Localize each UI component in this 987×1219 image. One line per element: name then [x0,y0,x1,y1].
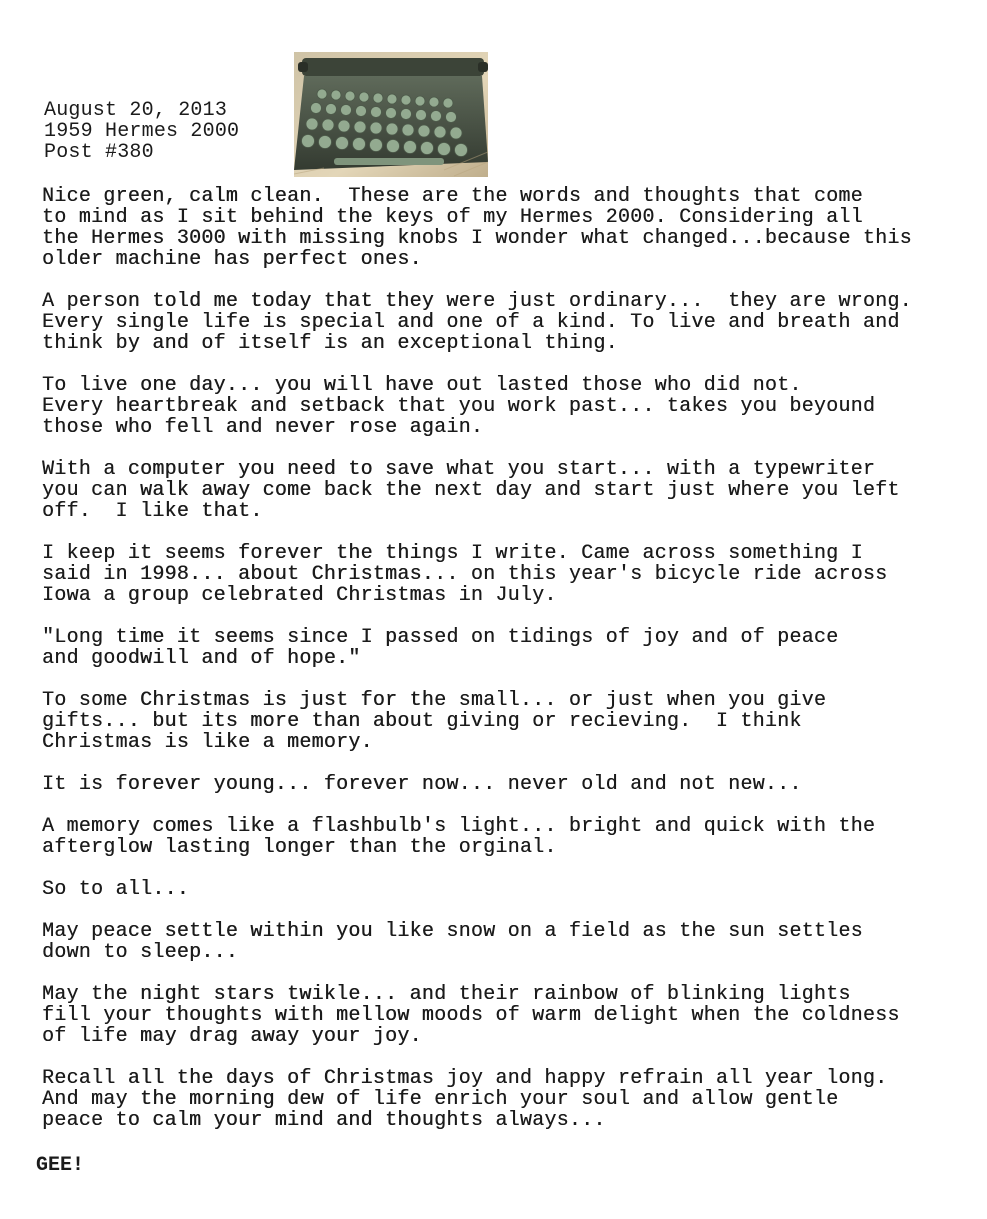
paragraph-3 [42,375,962,438]
text-line: peace to calm your mind and thoughts always... [42,1109,606,1132]
text-line: I keep it seems forever the things I write. Came across something I [42,542,863,565]
text-line: Every heartbreak and setback that you work past... takes you beyound [42,395,876,418]
text-line: Nice green, calm clean. These are the words and thoughts that come [42,185,863,208]
typewriter-icon [294,52,488,177]
post-body [42,186,962,1152]
text-line: gifts... but its more than about giving or recieving. I think [42,710,802,733]
paragraph-10 [42,879,962,900]
text-line: afterglow lasting longer than the orginal. [42,836,557,859]
text-line: and goodwill and of hope." [42,647,361,670]
text-line: off. I like that. [42,500,263,523]
text-line: the Hermes 3000 with missing knobs I wonder what changed...because this [42,227,912,250]
paragraph-1 [42,186,962,270]
text-line: down to sleep... [42,941,239,964]
text-line: to mind as I sit behind the keys of my Hermes 2000. Considering all [42,206,863,229]
paragraph-5 [42,543,962,606]
text-line: So to all... [42,878,190,901]
paragraph-6 [42,627,962,669]
paragraph-9 [42,816,962,858]
paragraph-7 [42,690,962,753]
text-line: A person told me today that they were just ordinary... they are wrong. [42,290,912,313]
paragraph-4 [42,459,962,522]
typewriter-photo [294,52,488,177]
paragraph-8 [42,774,962,795]
text-line: With a computer you need to save what you start... with a typewriter [42,458,876,481]
text-line: "Long time it seems since I passed on tidings of joy and of peace [42,626,839,649]
paragraph-2 [42,291,962,354]
text-line: May peace settle within you like snow on a field as the sun settles [42,920,863,943]
text-line: fill your thoughts with mellow moods of warm delight when the coldness [42,1004,900,1027]
text-line: It is forever young... forever now... never old and not new... [42,773,802,796]
text-line: Christmas is like a memory. [42,731,373,754]
text-line: Recall all the days of Christmas joy and happy refrain all year long. [42,1067,888,1090]
paragraph-12 [42,984,962,1047]
text-line: A memory comes like a flashbulb's light... bright and quick with the [42,815,876,838]
text-line: older machine has perfect ones. [42,248,422,271]
paragraph-13 [42,1068,962,1131]
text-line: To live one day... you will have out lasted those who did not. [42,374,802,397]
text-line: And may the morning dew of life enrich your soul and allow gentle [42,1088,839,1111]
text-line: think by and of itself is an exceptional thing. [42,332,618,355]
text-line: Every single life is special and one of a kind. To live and breath and [42,311,900,334]
text-line: Iowa a group celebrated Christmas in July. [42,584,557,607]
typewriter-model: 1959 Hermes 2000 [44,120,240,143]
text-line: you can walk away come back the next day and start just where you left [42,479,900,502]
signature: GEE! [36,1154,85,1177]
text-line: said in 1998... about Christmas... on this year's bicycle ride across [42,563,888,586]
text-line: May the night stars twikle... and their rainbow of blinking lights [42,983,851,1006]
text-line: those who fell and never rose again. [42,416,484,439]
post-date: August 20, 2013 [44,99,228,122]
text-line: of life may drag away your joy. [42,1025,422,1048]
text-line: To some Christmas is just for the small... or just when you give [42,689,827,712]
post-number: Post #380 [44,141,154,164]
paragraph-11 [42,921,962,963]
post-header [44,100,239,163]
